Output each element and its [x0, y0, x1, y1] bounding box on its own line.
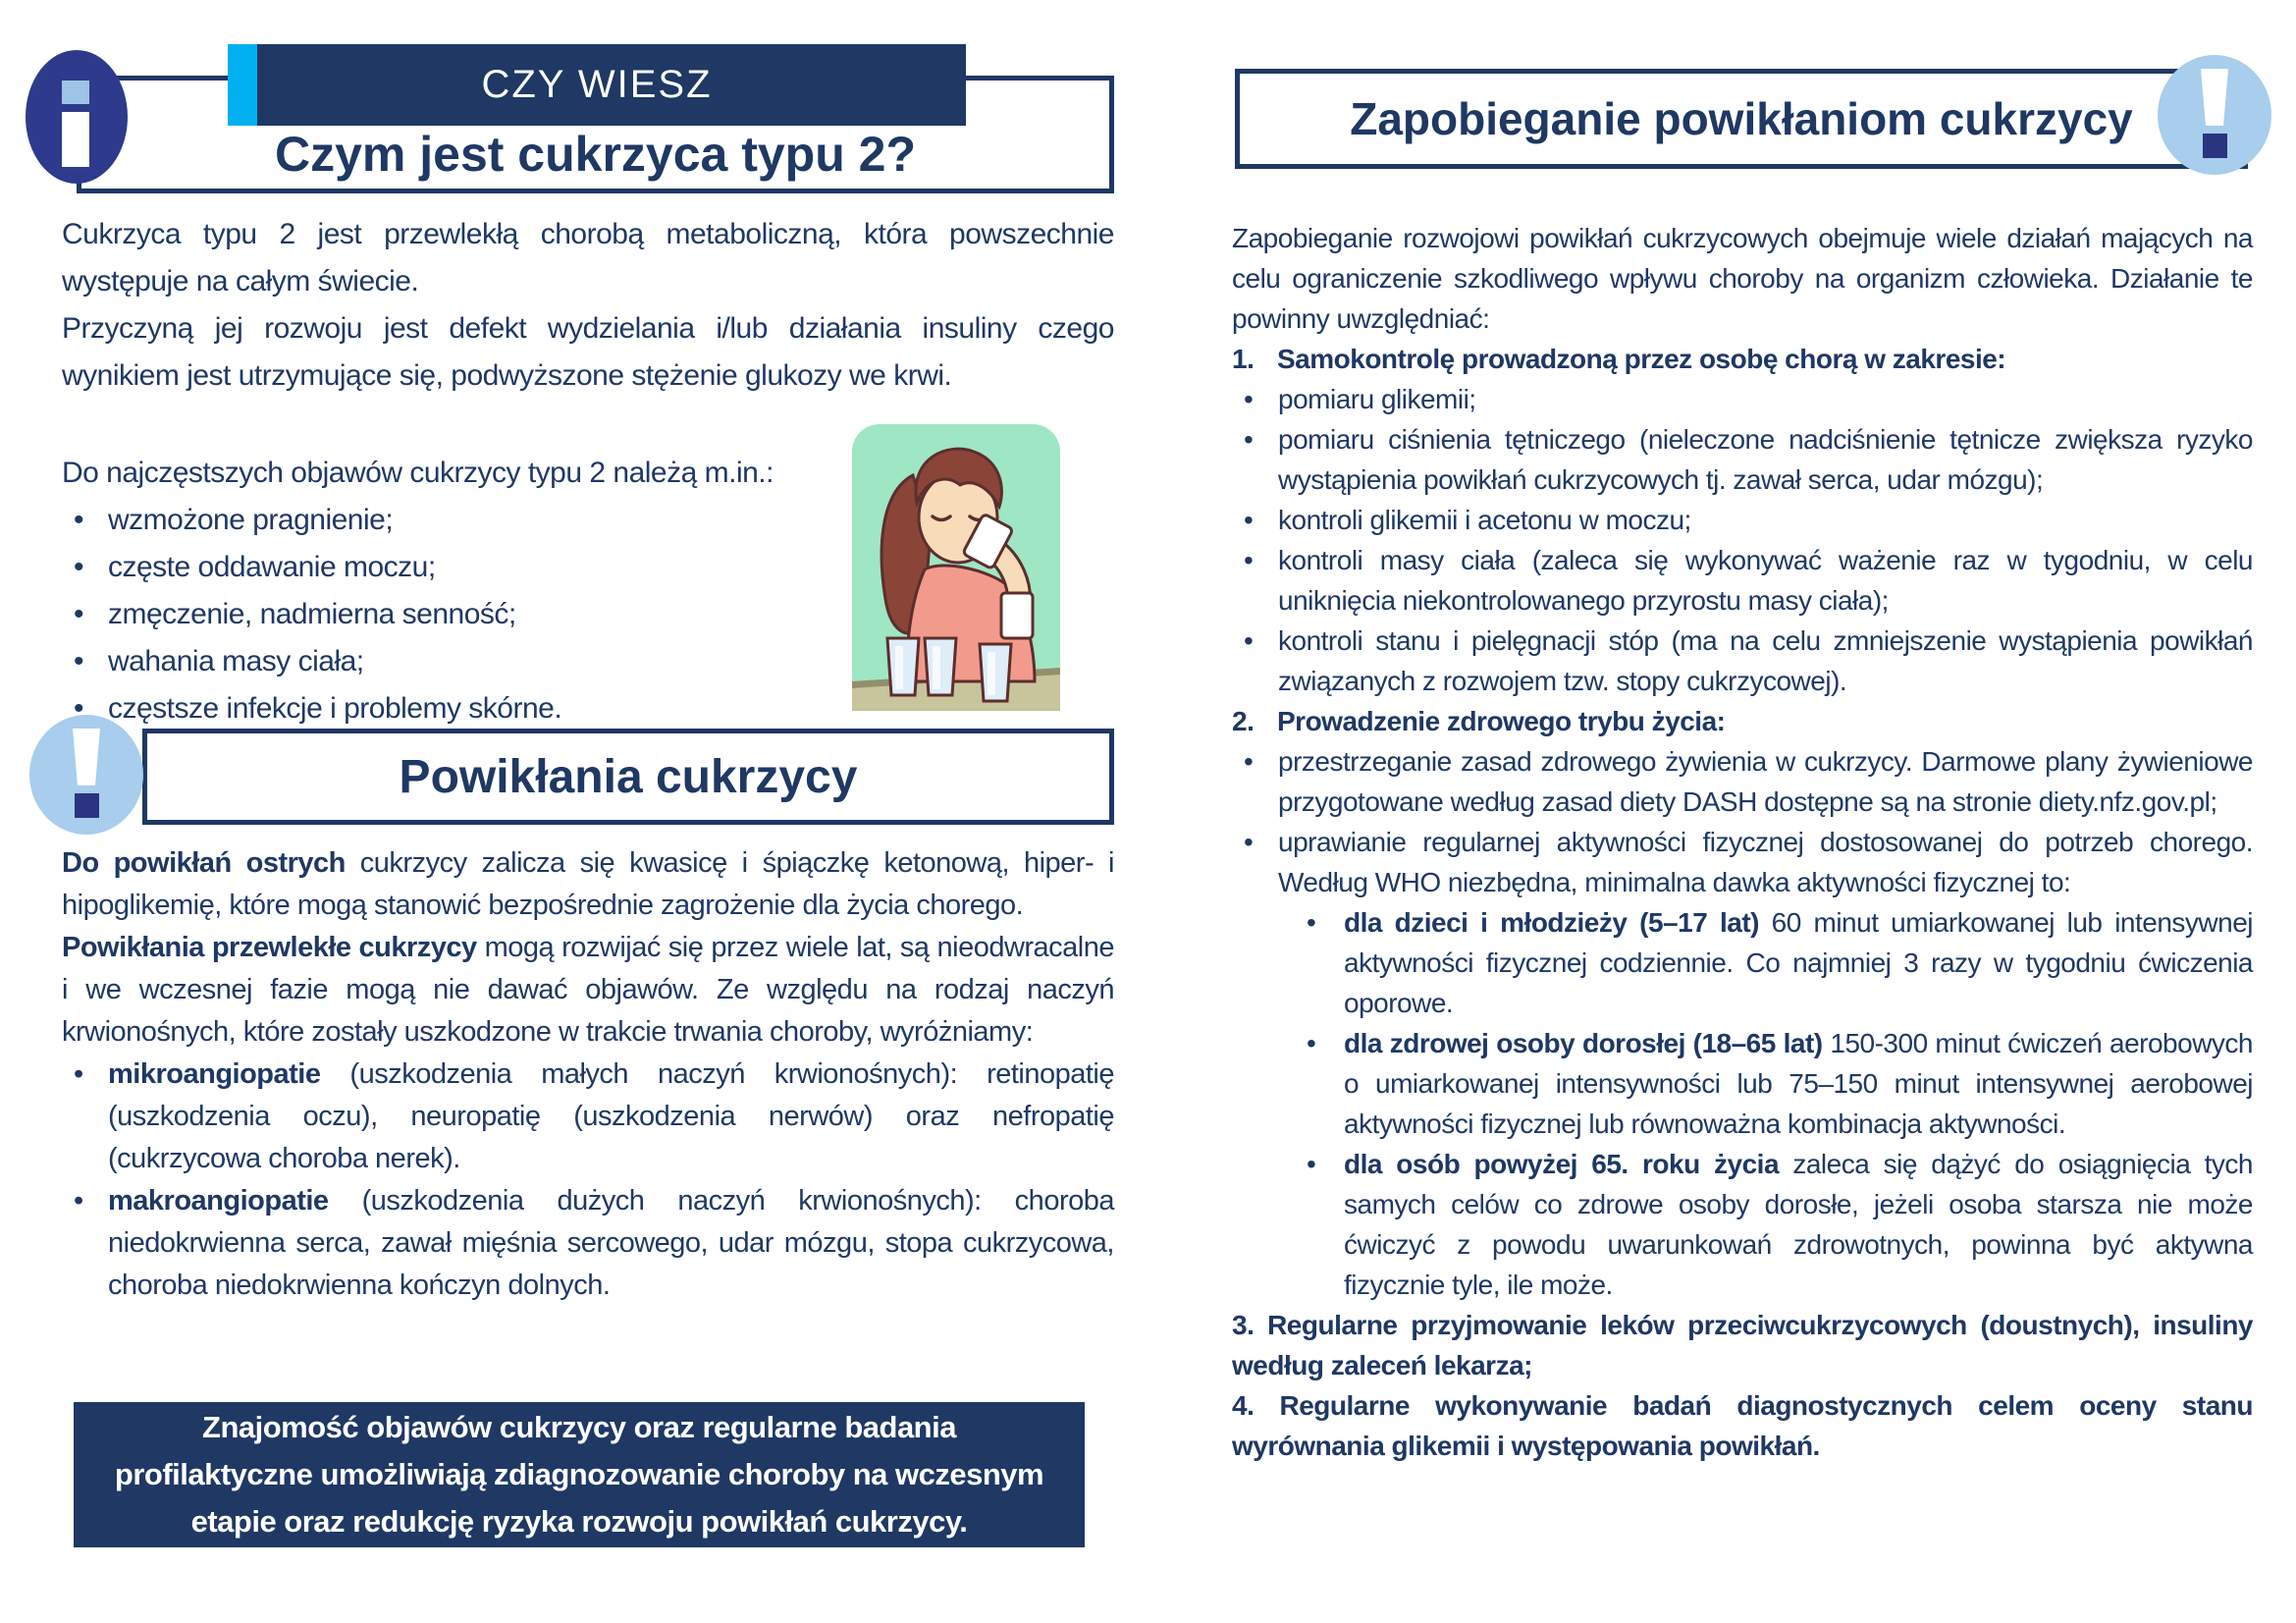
bold-lead: Do powikłań ostrych	[62, 847, 346, 879]
bold-lead: dla osób powyżej 65. roku życia	[1344, 1149, 1780, 1179]
exclamation-icon	[2156, 53, 2273, 177]
list-item-text: (uszkodzenia dużych naczyń krwionośnych): choroba niedokrwienna serca, zawał mięśnia sercowego, udar mózgu, stopa cukrzycowa, choroba niedokrwienna kończyn dolnych.	[108, 1185, 1114, 1301]
czy-wiesz-banner	[228, 44, 966, 126]
numbered-paragraph: 4. Regularne wykonywanie badań diagnostycznych celem oceny stanu wyrównania glikemii i występowania powikłań.	[1232, 1390, 2253, 1461]
list-item	[62, 1054, 1114, 1180]
nested-list-item	[1232, 902, 2253, 1023]
banner-label: CZY WIESZ	[481, 63, 713, 106]
bold-lead: dla zdrowej osoby dorosłej (18–65 lat)	[1344, 1028, 1823, 1058]
list-item: • pomiaru glikemii;	[1232, 379, 2253, 419]
list-item	[62, 1180, 1114, 1307]
list-item: • częstsze infekcje i problemy skórne.	[62, 685, 847, 732]
paragraph: Przyczyną jej rozwoju jest defekt wydzielania i/lub działania insuliny czego wynikiem jest utrzymujące się, podwyższone stężenie glukozy we krwi.	[62, 312, 1114, 392]
cyan-accent-stripe	[228, 44, 257, 126]
right-header-frame	[1235, 69, 2248, 169]
symptoms-block	[62, 450, 847, 732]
complications-body	[62, 842, 1114, 1307]
list-item: • pomiaru ciśnienia tętniczego (nieleczone nadciśnienie tętnicze zwiększa ryzyko wystąpienia powikłań cukrzycowych tj. zawał serca, udar mózgu);	[1232, 419, 2253, 500]
nested-list-item	[1232, 1144, 2253, 1305]
bold-lead: makroangiopatie	[108, 1185, 329, 1217]
left-section-title: Czym jest cukrzyca typu 2?	[274, 127, 917, 182]
prevention-body	[1232, 218, 2253, 1466]
callout-box	[74, 1402, 1085, 1547]
numbered-heading	[1232, 701, 2253, 741]
numbered-paragraph: 3. Regularne przyjmowanie leków przeciwcukrzycowych (doustnych), insuliny według zaleceń lekarza;	[1232, 1310, 2253, 1380]
list-item-text: (uszkodzenia małych naczyń krwionośnych): retinopatię (uszkodzenia oczu), neuropatię (uszkodzenia nerwów) oraz nefropatię (cukrzycowa choroba nerek).	[108, 1058, 1114, 1174]
paragraph	[62, 927, 1114, 1054]
heading-number: 1.	[1232, 344, 1255, 374]
list-item-text: 150-300 minut ćwiczeń aerobowych o umiarkowanej intensywności lub 75–150 minut intensywnej aerobowej aktywności fizycznej lub równoważna kombinacja aktywności.	[1344, 1028, 2253, 1139]
info-icon	[24, 47, 130, 187]
list-item-text: zaleca się dążyć do osiągnięcia tych samych celów co zdrowe osoby dorosłe, jeżeli osoba starsza nie może ćwiczyć z powodu uwarunkowań zdrowotnych, powinna być aktywna fizycznie tyle, ile może.	[1344, 1149, 2253, 1300]
complications-header-frame	[142, 729, 1114, 825]
list-item: • wzmożone pragnienie;	[62, 497, 847, 544]
bold-lead: mikroangiopatie	[108, 1058, 321, 1090]
complications-title: Powikłania cukrzycy	[399, 750, 858, 803]
heading-text: Prowadzenie zdrowego trybu życia:	[1277, 706, 1726, 736]
exclamation-icon	[27, 713, 145, 837]
list-item: • częste oddawanie moczu;	[62, 544, 847, 591]
heading-text: Samokontrolę prowadzoną przez osobę chorą w zakresie:	[1277, 344, 2006, 374]
list-item: • wahania masy ciała;	[62, 638, 847, 685]
list-item: • kontroli glikemii i acetonu w moczu;	[1232, 500, 2253, 540]
paragraph-text: mogą rozwijać się przez wiele lat, są nieodwracalne i we wczesnej fazie mogą nie dawać objawów. Ze względu na rodzaj naczyń krwionośnych, które zostały uszkodzone w trakcie trwania choroby, wyróżniamy:	[62, 932, 1115, 1048]
list-item-text: 60 minut umiarkowanej lub intensywnej aktywności fizycznej codziennie. Co najmniej 3 razy w tygodniu ćwiczenia oporowe.	[1344, 907, 2253, 1018]
paragraph: Zapobieganie rozwojowi powikłań cukrzycowych obejmuje wiele działań mających na celu ograniczenie szkodliwego wpływu choroby na organizm człowieka. Działanie te powinny uwzględniać:	[1232, 223, 2253, 334]
paragraph-text: cukrzycy zalicza się kwasicę i śpiączkę ketonową, hiper- i hipoglikemię, które mogą stanowić bezpośrednie zagrożenie dla życia chorego.	[62, 847, 1114, 921]
paragraph: Cukrzyca typu 2 jest przewlekłą chorobą metaboliczną, która powszechnie występuje na całym świecie.	[62, 218, 1114, 298]
list-item: • przestrzeganie zasad zdrowego żywienia w cukrzycy. Darmowe plany żywieniowe przygotowane według zasad diety DASH dostępne są na stronie diety.nfz.gov.pl;	[1232, 741, 2253, 822]
heading-number: 2.	[1232, 706, 1255, 736]
callout-text: Znajomość objawów cukrzycy oraz regularne badania profilaktyczne umożliwiają zdiagnozowanie choroby na wczesnym etapie oraz redukcję ryzyka rozwoju powikłań cukrzycy.	[114, 1410, 1044, 1539]
bold-lead: dla dzieci i młodzieży (5–17 lat)	[1344, 907, 1759, 938]
symptoms-lead: Do najczęstszych objawów cukrzycy typu 2 należą m.in.:	[62, 457, 774, 489]
list-item: • uprawianie regularnej aktywności fizycznej dostosowanej do potrzeb chorego. Według WHO niezbędna, minimalna dawka aktywności fizycznej to:	[1232, 822, 2253, 902]
intro-block	[62, 211, 1114, 400]
list-item: • kontroli stanu i pielęgnacji stóp (ma na celu zmniejszenie wystąpienia powikłań związanych z rozwojem tzw. stopy cukrzycowej).	[1232, 621, 2253, 701]
list-item: • zmęczenie, nadmierna senność;	[62, 591, 847, 638]
numbered-heading	[1232, 339, 2253, 379]
list-item: • kontroli masy ciała (zaleca się wykonywać ważenie raz w tygodniu, w celu uniknięcia niekontrolowanego przyrostu masy ciała);	[1232, 540, 2253, 621]
illustration-woman-drinking	[852, 424, 1060, 711]
paragraph	[62, 842, 1114, 927]
right-section-title: Zapobieganie powikłaniom cukrzycy	[1350, 93, 2133, 144]
nested-list-item	[1232, 1023, 2253, 1144]
bold-lead: Powikłania przewlekłe cukrzycy	[62, 932, 477, 963]
